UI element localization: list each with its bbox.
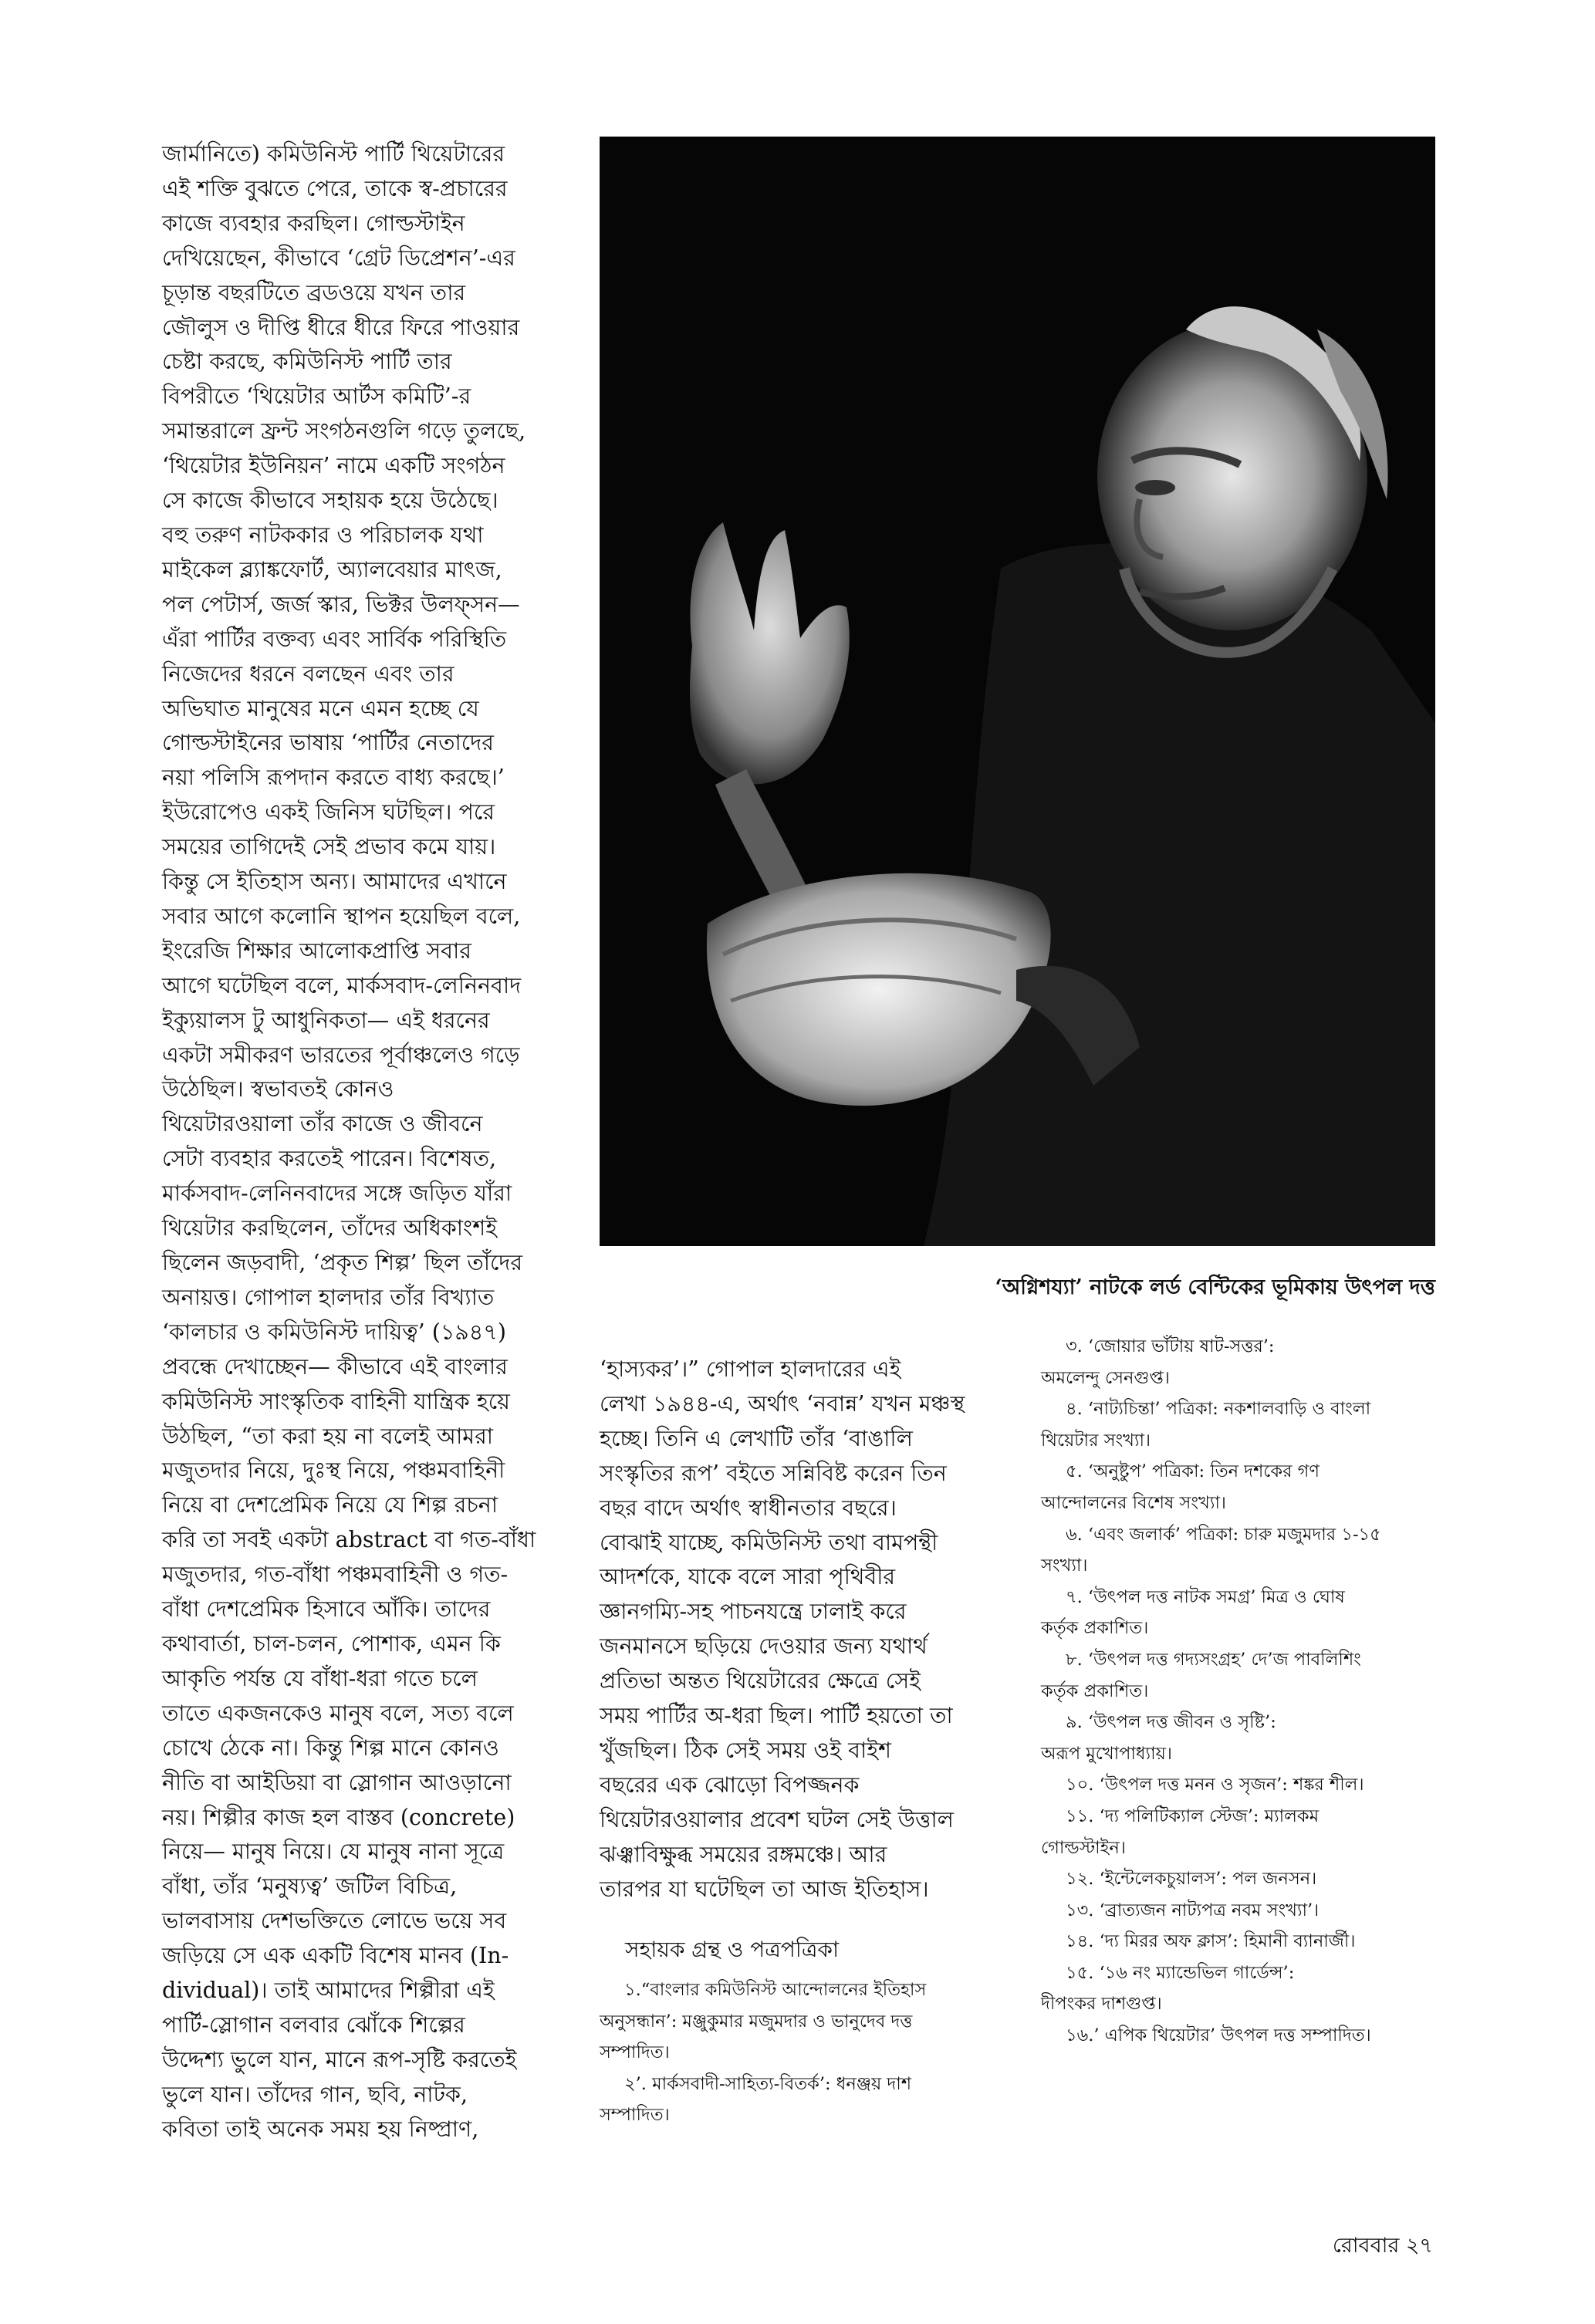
text-line: আকৃতি পর্যন্ত যে বাঁধা-ধরা গতে চলে <box>162 1665 478 1691</box>
text-line: গোল্ডস্টাইনের ভাষায় ‘পার্টির নেতাদের <box>162 730 494 756</box>
text-line: তারপর যা ঘটেছিল তা আজ ইতিহাস। <box>600 1876 929 1902</box>
reference-line: অমলেন্দু সেনগুপ্ত। <box>1041 1367 1170 1388</box>
text-line: সময়ের তাগিদেই সেই প্রভাব কমে যায়। <box>162 834 496 860</box>
text-line: হচ্ছে। তিনি এ লেখাটি তাঁর ‘বাঙালি <box>600 1425 913 1451</box>
reference-line: থিয়েটার সংখ্যা। <box>1041 1430 1151 1451</box>
text-line: ইক্যুয়ালস টু আধুনিকতা— এই ধরনের <box>162 1007 490 1033</box>
text-line: খুঁজছিল। ঠিক সেই সময় ওই বাইশ <box>600 1737 891 1763</box>
reference-line: সংখ্যা। <box>1041 1556 1088 1576</box>
references-heading: সহায়ক গ্রন্থ ও পত্রপত্রিকা <box>625 1937 840 1962</box>
text-line: জড়িয়ে সে এক একটি বিশেষ মানব (In- <box>162 1943 509 1969</box>
text-line: আদর্শকে, যাকে বলে সারা পৃথিবীর <box>600 1564 896 1590</box>
references-list-part-1 <box>600 1974 982 2131</box>
text-line: থিয়েটারওয়ালা তাঁর কাজে ও জীবনে <box>162 1111 483 1137</box>
text-line: ‘হাস্যকর’।” গোপাল হালদারের এই <box>600 1356 901 1382</box>
reference-line: ১৩. ‘ব্রাত্যজন নাট্যপত্র নবম সংখ্যা’। <box>1066 1900 1320 1920</box>
text-line: চূড়ান্ত বছরটিতে ব্রডওয়ে যখন তার <box>162 279 466 306</box>
text-line: দেখিয়েছেন, কীভাবে ‘গ্রেট ডিপ্রেশন’-এর <box>162 245 515 271</box>
text-line: তাতে একজনকেও মানুষ বলে, সত্য বলে <box>162 1700 514 1726</box>
reference-line: ১৪. ‘দ্য মিরর অফ ক্লাস’: হিমানী ব্যানার্জী। <box>1066 1931 1356 1952</box>
reference-line: কর্তৃক প্রকাশিত। <box>1041 1681 1149 1701</box>
reference-line: ১১. ‘দ্য পলিটিক্যাল স্টেজ’: ম্যালকম <box>1066 1805 1320 1826</box>
text-line: থিয়েটার করছিলেন, তাঁদের অধিকাংশই <box>162 1215 498 1241</box>
text-line: কিন্তু সে ইতিহাস অন্য। আমাদের এখানে <box>162 869 507 895</box>
reference-line: দীপংকর দাশগুপ্ত। <box>1041 1994 1162 2015</box>
text-line: সবার আগে কলোনি স্থাপন হয়েছিল বলে, <box>162 903 521 929</box>
text-line: মাইকেল ব্ল্যাঙ্কফোর্ট, অ্যালবেয়ার মাৎজ, <box>162 556 502 583</box>
text-line: পল পেটার্স, জর্জ স্কার, ভিক্টর উলফ্সন— <box>162 591 520 617</box>
text-line: মার্কসবাদ-লেনিনবাদের সঙ্গে জড়িত যাঁরা <box>162 1181 512 1207</box>
references-list-part-2 <box>1041 1331 1442 2052</box>
text-line: জনমানসে ছড়িয়ে দেওয়ার জন্য যথার্থ <box>600 1633 928 1660</box>
reference-line: ১.“বাংলার কমিউনিস্ট আন্দোলনের ইতিহাস <box>624 1980 927 2000</box>
text-line: dividual)। তাই আমাদের শিল্পীরা এই <box>162 1978 495 2004</box>
text-line: ভুলে যান। তাঁদের গান, ছবি, নাটক, <box>162 2081 468 2107</box>
text-line: উদ্দেশ্য ভুলে যান, মানে রূপ-সৃষ্টি করতেই <box>162 2046 517 2072</box>
photo-utpal-dutt-as-lord-bentinck <box>600 137 1435 1246</box>
text-line: চেষ্টা করছে, কমিউনিস্ট পার্টি তার <box>162 349 452 375</box>
reference-line: সম্পাদিত। <box>600 2105 670 2126</box>
reference-line: ২’. মার্কসবাদী-সাহিত্য-বিতর্ক’: ধনঞ্জয় দাশ <box>624 2073 912 2094</box>
text-line: ছিলেন জড়বাদী, ‘প্রকৃত শিল্প’ ছিল তাঁদের <box>162 1250 523 1275</box>
text-line: সে কাজে কীভাবে সহায়ক হয়ে উঠেছে। <box>162 488 498 514</box>
reference-line: ৫. ‘অনুষ্টুপ’ পত্রিকা: তিন দশকের গণ <box>1066 1461 1320 1482</box>
text-line: ‘থিয়েটার ইউনিয়ন’ নামে একটি সংগঠন <box>162 453 505 479</box>
text-line: জৌলুস ও দীপ্তি ধীরে ধীরে ফিরে পাওয়ার <box>162 314 520 340</box>
text-line: নয়া পলিসি রূপদান করতে বাধ্য করছে।’ <box>162 765 505 791</box>
text-line: সেটা ব্যবহার করতেই পারেন। বিশেষত, <box>162 1146 497 1172</box>
text-line: সময় পার্টির অ-ধরা ছিল। পার্টি হয়তো তা <box>600 1703 953 1729</box>
text-line: সমান্তরালে ফ্রন্ট সংগঠনগুলি গড়ে তুলছে, <box>162 418 526 444</box>
text-line: অভিঘাত মানুষের মনে এমন হচ্ছে যে <box>162 695 479 721</box>
text-line: নিজেদের ধরনে বলছেন এবং তার <box>162 660 455 687</box>
text-line: বহু তরুণ নাটককার ও পরিচালক যথা <box>162 522 484 548</box>
reference-line: ৪. ‘নাট্যচিন্তা’ পত্রিকা: নকশালবাড়ি ও বাংলা <box>1066 1399 1371 1420</box>
photo-caption: ‘অগ্নিশয্যা’ নাটকে লর্ড বেন্টিকের ভূমিকায় উৎপল দত্ত <box>995 1275 1435 1299</box>
reference-line: ৭. ‘উৎপল দত্ত নাটক সমগ্র’ মিত্র ও ঘোষ <box>1066 1586 1345 1607</box>
article-column-1 <box>162 137 559 2147</box>
text-line: পার্টি-স্লোগান বলবার ঝোঁকে শিল্পের <box>162 2012 465 2038</box>
text-line: আগে ঘটেছিল বলে, মার্কসবাদ-লেনিনবাদ <box>162 972 522 998</box>
reference-line: ৩. ‘জোয়ার ভাঁটায় ষাট-সত্তর’: <box>1066 1336 1275 1356</box>
reference-line: আন্দোলনের বিশেষ সংখ্যা। <box>1041 1492 1226 1513</box>
text-line: প্রতিভা অন্তত থিয়েটারের ক্ষেত্রে সেই <box>600 1668 921 1694</box>
text-line: লেখা ১৯৪৪-এ, অর্থাৎ ‘নবান্ন’ যখন মঞ্চস্থ <box>600 1390 965 1417</box>
text-line: ইংরেজি শিক্ষার আলোকপ্রাপ্তি সবার <box>162 937 471 964</box>
text-line: জার্মানিতে) কমিউনিস্ট পার্টি থিয়েটারের <box>162 141 505 167</box>
reference-line: ৮. ‘উৎপল দত্ত গদ্যসংগ্রহ’ দে’জ পাবলিশিং <box>1066 1649 1361 1670</box>
reference-line: কর্তৃক প্রকাশিত। <box>1041 1618 1149 1639</box>
stage-photo-illustration <box>600 137 1435 1246</box>
text-line: বাঁধা, তাঁর ‘মনুষ্যত্ব’ জটিল বিচিত্র, <box>162 1873 458 1900</box>
text-line: বিপরীতে ‘থিয়েটার আর্টস কমিটি’-র <box>162 383 471 410</box>
text-line: প্রবন্ধে দেখাচ্ছেন— কীভাবে এই বাংলার <box>162 1353 508 1380</box>
text-line: কমিউনিস্ট সাংস্কৃতিক বাহিনী যান্ত্রিক হয়ে <box>162 1388 510 1414</box>
text-line: ইউরোপেও একই জিনিস ঘটছিল। পরে <box>162 799 495 826</box>
text-line: এঁরা পার্টির বক্তব্য এবং সার্বিক পরিস্থিতি <box>162 626 507 652</box>
text-line: বোঝাই যাচ্ছে, কমিউনিস্ট তথা বামপন্থী <box>600 1529 938 1556</box>
reference-line: ১৫. ‘১৬ নং ম্যান্ডেভিল গার্ডেন্স’: <box>1066 1962 1295 1983</box>
page-folio: রোববার ২৭ <box>1332 2234 1433 2258</box>
text-line: অনায়ত্ত। গোপাল হালদার তাঁর বিখ্যাত <box>162 1284 495 1310</box>
text-line: জ্ঞানগম্যি-সহ পাচনযন্ত্রে ঢালাই করে <box>600 1599 907 1625</box>
text-line: একটা সমীকরণ ভারতের পূর্বাঞ্চলেও গড়ে <box>162 1042 520 1068</box>
text-line: ভালবাসায় দেশভক্তিতে লোভে ভয়ে সব <box>162 1908 507 1934</box>
text-line: উঠছিল, “তা করা হয় না বলেই আমরা <box>162 1423 494 1449</box>
reference-line: ১২. ‘ইন্টেলেকচুয়ালস’: পল জনসন। <box>1066 1869 1317 1890</box>
text-line: নিয়ে বা দেশপ্রেমিক নিয়ে যে শিল্প রচনা <box>162 1492 498 1518</box>
text-line: নয়। শিল্পীর কাজ হল বাস্তব (concrete) <box>162 1804 515 1830</box>
reference-line: ৬. ‘এবং জলার্ক’ পত্রিকা: চারু মজুমদার ১-১৫ <box>1066 1524 1381 1545</box>
article-column-2 <box>600 1353 985 1907</box>
text-line: করি তা সবই একটা abstract বা গত-বাঁধা <box>162 1527 536 1553</box>
text-line: ঝঞ্ঝাবিক্ষুব্ধ সময়ের রঙ্গমঞ্চে। আর <box>600 1841 887 1867</box>
text-line: ‘কালচার ও কমিউনিস্ট দায়িত্ব’ (১৯৪৭) <box>162 1319 506 1345</box>
reference-line: ১০. ‘উৎপল দত্ত মনন ও সৃজন’: শঙ্কর শীল। <box>1066 1775 1364 1795</box>
reference-line: অরূপ মুখোপাধ্যায়। <box>1041 1743 1172 1764</box>
text-line: কাজে ব্যবহার করছিল। গোল্ডস্টাইন <box>162 210 465 236</box>
reference-line: ৯. ‘উৎপল দত্ত জীবন ও সৃষ্টি’: <box>1066 1712 1276 1733</box>
reference-line: ১৬.’ এপিক থিয়েটার’ উৎপল দত্ত সম্পাদিত। <box>1066 2025 1371 2046</box>
text-line: উঠেছিল। স্বভাবতই কোনও <box>162 1076 394 1103</box>
text-line: এই শক্তি বুঝতে পেরে, তাকে স্ব-প্রচারের <box>162 175 508 201</box>
text-line: মজুতদার নিয়ে, দুঃস্থ নিয়ে, পঞ্চমবাহিনী <box>162 1458 505 1484</box>
text-line: বাঁধা দেশপ্রেমিক হিসাবে আঁকি। তাদের <box>162 1596 491 1623</box>
text-line: বছর বাদে অর্থাৎ স্বাধীনতার বছরে। <box>600 1495 897 1521</box>
text-line: কথাবার্তা, চাল-চলন, পোশাক, এমন কি <box>162 1630 501 1657</box>
reference-line: অনুসন্ধান’: মঞ্জুকুমার মজুমদার ও ভানুদেব দত্ত <box>600 2011 913 2032</box>
text-line: বছরের এক ঝোড়ো বিপজ্জনক <box>600 1772 860 1798</box>
text-line: নিয়ে— মানুষ নিয়ে। যে মানুষ নানা সূত্রে <box>162 1839 505 1865</box>
text-line: চোখে ঠেকে না। কিন্তু শিল্প মানে কোনও <box>162 1735 499 1761</box>
text-line: মজুতদার, গত-বাঁধা পঞ্চমবাহিনী ও গত- <box>162 1562 509 1588</box>
text-line: নীতি বা আইডিয়া বা স্লোগান আওড়ানো <box>162 1769 512 1795</box>
text-line: কবিতা তাই অনেক সময় হয় নিষ্প্রাণ, <box>162 2116 479 2142</box>
text-line: থিয়েটারওয়ালার প্রবেশ ঘটল সেই উত্তাল <box>600 1806 954 1833</box>
reference-line: সম্পাদিত। <box>600 2042 670 2063</box>
text-line: সংস্কৃতির রূপ’ বইতে সন্নিবিষ্ট করেন তিন <box>600 1460 947 1486</box>
reference-line: গোল্ডস্টাইন। <box>1041 1837 1126 1858</box>
